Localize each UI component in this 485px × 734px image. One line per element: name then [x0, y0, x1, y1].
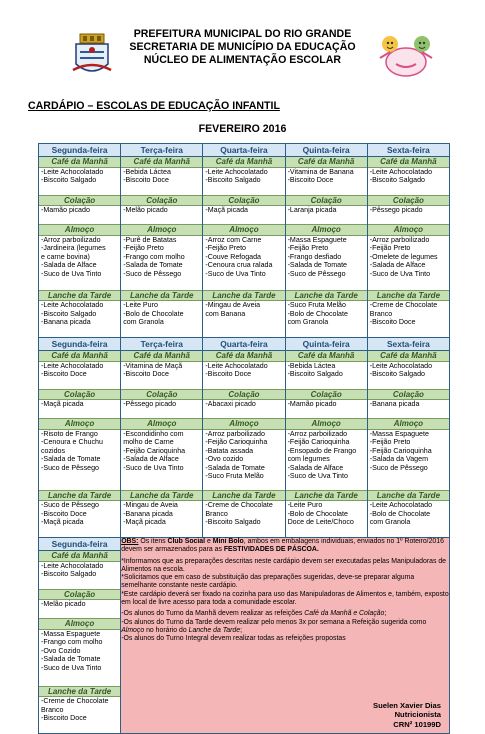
menu-item: -Suco de Uva Tinto: [41, 663, 102, 672]
menu-item: -Biscoito Salgado: [205, 518, 261, 527]
menu-item: -Mingau de Aveia: [123, 501, 178, 509]
meal-items-colacao: [368, 400, 449, 418]
meal-label-almoco: Almoço: [39, 418, 120, 430]
day-menu-cell: [285, 157, 367, 338]
obs-item-club-social: Club Social: [167, 538, 206, 545]
obs-paragraph-2: *Informamos que as preparações descritas neste cardápio devem ser executadas pelas Manipuladoras de Alimentos na escola.: [121, 557, 446, 573]
meal-items-cafe: [203, 168, 284, 195]
obs-emph: Café da Manhã e Colação: [304, 610, 385, 618]
meal-items-lanche: [121, 301, 202, 337]
menu-item: -Melão picado: [123, 206, 168, 214]
menu-item: -Omelete de legumes: [369, 252, 438, 261]
menu-item: -Arroz parboilizado: [287, 429, 348, 438]
day-header: Sexta-feira: [367, 144, 449, 157]
meal-label-colacao: Colação: [39, 589, 120, 601]
meal-label-lanche: Lanche da Tarde: [286, 490, 367, 502]
menu-item: -Salada de Alface: [123, 455, 179, 464]
menu-item: -Suco de Uva Tinto: [41, 269, 102, 278]
meal-label-colacao: Colação: [121, 195, 202, 207]
meal-label-colacao: Colação: [286, 389, 367, 401]
menu-item: -Feijão Preto: [123, 244, 164, 253]
menu-item: -Laranja picada: [287, 206, 337, 214]
menu-item: -Feijão Preto: [205, 244, 246, 253]
menu-item: -Suco Fruta Melão: [287, 301, 346, 309]
menu-item: -Salada de Tomate: [123, 261, 183, 270]
meal-label-cafe: Café da Manhã: [368, 157, 449, 168]
signature-role: Nutricionista: [394, 710, 441, 719]
menu-item: -Feijão Carioquinha: [205, 438, 268, 447]
menu-item: -Biscoito Salgado: [41, 309, 97, 318]
signature-name: Suelen Xavier Dias: [373, 700, 441, 710]
meal-items-cafe: [121, 168, 202, 195]
meal-items-cafe: [39, 562, 120, 589]
menu-item: -Frango com molho: [41, 638, 103, 647]
day-menu-cell: [121, 157, 203, 338]
day-menu-cell: [39, 157, 121, 338]
obs-text: , ambos em embalagens individuais, enviados no 1º Roteiro/2016 devem ser armazenados para as: [121, 538, 444, 554]
menu-item: -Vitamina de Banana: [287, 167, 354, 176]
meal-items-colacao: [203, 206, 284, 224]
meal-items-almoco: [39, 630, 120, 686]
meal-items-colacao: [368, 206, 449, 224]
menu-item: -Biscoito Salgado: [369, 176, 425, 185]
meal-items-almoco: [121, 236, 202, 290]
meal-label-cafe: Café da Manhã: [203, 351, 284, 362]
meal-label-cafe: Café da Manhã: [39, 351, 120, 362]
menu-item: -Pêssego picado: [123, 400, 177, 408]
meal-items-almoco: [368, 430, 449, 490]
meal-items-colacao: [39, 206, 120, 224]
menu-item: -Suco Fruta Melão: [205, 472, 264, 481]
menu-item: -Salada de Alface: [41, 261, 97, 270]
menu-item: -Leite Achocolatado: [41, 167, 104, 176]
menu-item: -Massa Espaguete: [369, 429, 429, 438]
menu-item: -Ensopado de Frango: [287, 446, 357, 455]
day-menu-cell: [121, 351, 203, 538]
menu-item: -Leite Achocolatado: [369, 501, 433, 509]
meal-items-lanche: [39, 501, 120, 537]
day-header: Terça-feira: [121, 338, 203, 351]
menu-item: -Biscoito Salgado: [41, 570, 97, 579]
observations-panel: [121, 538, 450, 734]
page-header: [0, 24, 485, 76]
obs-emph: Lanche da Tarde: [188, 626, 241, 634]
menu-item: -Maçã picada: [41, 400, 84, 408]
menu-item: -Salada da Vagem: [369, 455, 428, 464]
meal-label-colacao: Colação: [121, 389, 202, 401]
meal-label-lanche: Lanche da Tarde: [203, 290, 284, 302]
obs-text: -Os alunos do Turno da Manhã devem realizar as refeições: [121, 610, 305, 618]
menu-item: -Suco de Uva Tinto: [369, 269, 431, 278]
meal-items-cafe: [39, 168, 120, 195]
menu-table: [38, 143, 450, 734]
day-menu-cell: [203, 351, 285, 538]
meal-label-colacao: Colação: [368, 389, 449, 401]
menu-item: -Maçã picada: [205, 206, 248, 214]
meal-items-almoco: [203, 236, 284, 290]
menu-item: -Cenoura e Chuchu: [41, 438, 103, 447]
menu-item: -Escondidinho com: [123, 429, 184, 438]
day-menu-cell: [39, 351, 121, 538]
meal-label-cafe: Café da Manhã: [286, 157, 367, 168]
menu-item: -Batata assada: [205, 446, 254, 455]
meal-label-lanche: Lanche da Tarde: [368, 490, 449, 502]
meal-items-lanche: [203, 501, 284, 537]
obs-emph: Almoço: [121, 626, 145, 634]
meal-label-colacao: Colação: [39, 195, 120, 207]
meal-label-cafe: Café da Manhã: [121, 157, 202, 168]
meal-items-lanche: [286, 301, 367, 337]
menu-item: -Cenoura crua ralada: [205, 261, 273, 270]
menu-item: -Creme de Chocolate: [41, 697, 109, 705]
meal-items-colacao: [39, 400, 120, 418]
day-header: Quinta-feira: [285, 144, 367, 157]
meal-label-colacao: Colação: [286, 195, 367, 207]
obs-paragraph-7: -Os alunos do Turno Integral devem realizar todas as refeições propostas: [121, 635, 346, 643]
menu-item: -Feijão Preto: [369, 438, 411, 447]
day-header: Terça-feira: [121, 144, 203, 157]
signature-block: [373, 701, 441, 730]
meal-label-almoco: Almoço: [286, 224, 367, 236]
meal-items-lanche: [39, 301, 120, 337]
meal-label-lanche: Lanche da Tarde: [121, 490, 202, 502]
menu-item: -Mamão picado: [41, 206, 90, 214]
meal-items-cafe: [286, 362, 367, 389]
meal-label-lanche: Lanche da Tarde: [203, 490, 284, 502]
meal-items-cafe: [203, 362, 284, 389]
meal-label-lanche: Lanche da Tarde: [39, 290, 120, 302]
meal-items-lanche: [368, 501, 449, 537]
menu-item: -Suco de Uva Tinto: [205, 269, 266, 278]
obs-text: Os itens: [138, 538, 168, 545]
menu-item: -Melão picado: [41, 600, 86, 608]
header-line-2: SECRETARIA DE MUNICÍPIO DA EDUCAÇÃO: [129, 41, 356, 53]
meal-items-almoco: [286, 236, 367, 290]
menu-item: -Bolo de Chocolate: [287, 309, 348, 318]
obs-festividades: FESTIVIDADES DE PÁSCOA.: [223, 546, 319, 554]
obs-paragraph-5: [121, 610, 449, 618]
menu-item: -Mingau de Aveia: [205, 301, 261, 309]
menu-item: -Ovo cozido: [205, 455, 244, 464]
meal-label-lanche: Lanche da Tarde: [121, 290, 202, 302]
obs-text: -Os alunos do Turno da Tarde devem realizar pelo menos 3x por semana a Refeição sugerida como: [121, 618, 427, 626]
meal-label-cafe: Café da Manhã: [39, 157, 120, 168]
meal-label-colacao: Colação: [203, 195, 284, 207]
meal-label-almoco: Almoço: [368, 224, 449, 236]
menu-item: -Leite Puro: [287, 501, 323, 509]
meal-items-lanche: [368, 301, 449, 337]
meal-label-cafe: Café da Manhã: [368, 351, 449, 362]
meal-items-colacao: [121, 400, 202, 418]
menu-item: -Maçã picada: [123, 518, 166, 527]
menu-item: -Leite Achocolatado: [41, 561, 104, 570]
meal-items-cafe: [286, 168, 367, 195]
header-line-1: PREFEITURA MUNICIPAL DO RIO GRANDE: [133, 28, 352, 40]
menu-item: -Leite Achocolatado: [369, 361, 433, 370]
obs-paragraph-1: [121, 538, 449, 555]
menu-item: Branco: [369, 309, 393, 318]
menu-item: -Purê de Batatas: [123, 235, 177, 244]
meal-items-colacao: [121, 206, 202, 224]
menu-item: molho de Carne: [123, 438, 174, 447]
menu-item: -Risoto de Frango: [41, 429, 98, 438]
day-header: Segunda-feira: [39, 338, 121, 351]
menu-item: -Feijão Carioquinha: [123, 446, 186, 455]
menu-item: -Leite Achocolatado: [205, 167, 268, 176]
meal-label-colacao: Colação: [368, 195, 449, 207]
meal-label-colacao: Colação: [39, 389, 120, 401]
menu-item: -Biscoito Doce: [41, 370, 87, 379]
meal-label-lanche: Lanche da Tarde: [39, 490, 120, 502]
menu-item: -Bolo de Chocolate: [287, 509, 348, 518]
menu-item: -Banana picada: [123, 509, 173, 518]
meal-items-lanche: [121, 501, 202, 537]
day-menu-cell: [367, 157, 449, 338]
day-header: Quarta-feira: [203, 144, 285, 157]
menu-item: -Salada de Tomate: [41, 655, 101, 664]
meal-label-almoco: Almoço: [121, 224, 202, 236]
menu-item: -Suco de Pêssego: [287, 269, 346, 278]
menu-item: com Banana: [205, 309, 246, 318]
day-menu-cell: [39, 551, 121, 734]
meal-items-cafe: [368, 168, 449, 195]
obs-paragraph-6: [121, 619, 449, 636]
menu-item: -Biscoito Doce: [287, 176, 334, 185]
day-header: Segunda-feira: [39, 144, 121, 157]
day-header: Quarta-feira: [203, 338, 285, 351]
menu-item: -Suco de Pêssego: [123, 269, 182, 278]
menu-item: -Massa Espaguete: [41, 629, 101, 638]
menu-item: -Ovo Cozido: [41, 646, 81, 655]
meal-items-colacao: [203, 400, 284, 418]
menu-item: -Biscoito Salgado: [369, 370, 425, 379]
meal-label-cafe: Café da Manhã: [39, 551, 120, 562]
menu-item: -Leite Puro: [123, 301, 158, 309]
menu-item: -Suco de Uva Tinto: [123, 463, 184, 472]
menu-item: -Arroz parboilizado: [41, 235, 101, 244]
meal-items-lanche: [39, 697, 120, 733]
menu-item: com legumes: [287, 455, 330, 464]
menu-item: -Arroz parboilizado: [205, 429, 265, 438]
menu-item: -Feijão Carioquinha: [287, 438, 350, 447]
menu-item: -Salada de Tomate: [41, 455, 101, 464]
menu-item: -Biscoito Salgado: [287, 370, 343, 379]
menu-item: -Biscoito Salgado: [41, 176, 97, 185]
obs-lead: OBS:: [121, 538, 139, 545]
meal-label-colacao: Colação: [203, 389, 284, 401]
meal-items-almoco: [39, 430, 120, 490]
meal-items-cafe: [368, 362, 449, 389]
meal-items-cafe: [39, 362, 120, 389]
menu-item: -Suco de Uva Tinto: [287, 472, 348, 481]
menu-item: -Arroz com Carne: [205, 235, 262, 244]
menu-item: Branco: [41, 705, 64, 714]
school-food-logo-icon: [370, 28, 442, 82]
menu-item: Branco: [205, 509, 228, 518]
obs-paragraph-3: *Solicitamos que em caso de substituição das preparações sugeridas, deve-se preparar alguma semelhante constante neste cardápio.: [121, 574, 415, 590]
meal-items-lanche: [286, 501, 367, 537]
menu-item: -Suco de Pêssego: [369, 463, 428, 472]
menu-item: -Salada de Tomate: [287, 261, 347, 270]
meal-label-almoco: Almoço: [368, 418, 449, 430]
day-menu-cell: [203, 157, 285, 338]
obs-text: no horário do: [144, 626, 189, 634]
menu-item: -Pêssego picado: [369, 206, 423, 214]
menu-item: -Massa Espaguete: [287, 235, 347, 244]
meal-label-almoco: Almoço: [203, 224, 284, 236]
menu-item: -Maçã picada: [41, 518, 84, 527]
meal-label-almoco: Almoço: [39, 224, 120, 236]
menu-item: -Suco de Pêssego: [41, 501, 99, 509]
meal-items-almoco: [286, 430, 367, 490]
meal-items-almoco: [203, 430, 284, 490]
menu-item: com Granola: [123, 318, 164, 327]
meal-label-cafe: Café da Manhã: [286, 351, 367, 362]
meal-label-lanche: Lanche da Tarde: [39, 686, 120, 698]
menu-item: Doce de Leite/Choco: [287, 518, 354, 527]
meal-items-cafe: [121, 362, 202, 389]
menu-item: -Leite Achocolatado: [205, 361, 268, 370]
meal-label-lanche: Lanche da Tarde: [368, 290, 449, 302]
menu-item: -Abacaxi picado: [205, 400, 256, 408]
meal-label-cafe: Café da Manhã: [203, 157, 284, 168]
day-menu-cell: [367, 351, 449, 538]
menu-item: -Biscoito Doce: [205, 370, 252, 379]
day-header: Sexta-feira: [367, 338, 449, 351]
day-menu-cell: [285, 351, 367, 538]
menu-item: -Bebida Láctea: [123, 167, 171, 176]
meal-items-almoco: [368, 236, 449, 290]
meal-label-lanche: Lanche da Tarde: [286, 290, 367, 302]
menu-item: -Creme de Chocolate: [205, 501, 273, 509]
meal-label-cafe: Café da Manhã: [121, 351, 202, 362]
day-header: Quinta-feira: [285, 338, 367, 351]
menu-item: e carne bovina): [41, 252, 90, 261]
obs-text: ;: [240, 626, 242, 634]
menu-item: -Biscoito Doce: [123, 176, 169, 185]
menu-item: -Feijão Carioquinha: [369, 446, 432, 455]
menu-item: -Banana picada: [369, 400, 420, 408]
menu-item: cozidos: [41, 446, 66, 455]
signature-crn: CRN² 10199D: [393, 719, 441, 729]
menu-subtitle: CARDÁPIO – ESCOLAS DE EDUCAÇÃO INFANTIL: [28, 100, 280, 112]
obs-text: e: [205, 538, 213, 545]
menu-item: -Biscoito Doce: [41, 714, 87, 723]
menu-item: -Vitamina de Maçã: [123, 361, 183, 370]
menu-item: -Couve Refogada: [205, 252, 261, 261]
menu-item: -Biscoito Doce: [369, 318, 416, 327]
obs-text: ;: [384, 610, 387, 618]
menu-item: -Banana picada: [41, 318, 91, 327]
meal-items-almoco: [121, 430, 202, 490]
menu-item: -Leite Achocolatado: [369, 167, 433, 176]
menu-item: -Feijão Preto: [287, 244, 329, 253]
menu-item: -Biscoito Doce: [123, 370, 169, 379]
menu-item: -Biscoito Doce: [41, 509, 87, 518]
menu-item: -Creme de Chocolate: [369, 301, 438, 309]
menu-item: -Feijão Preto: [369, 244, 411, 253]
menu-item: -Jardineira (legumes: [41, 244, 106, 253]
menu-item: -Bebida Láctea: [287, 361, 336, 370]
menu-item: com Granola: [287, 318, 329, 327]
meal-items-colacao: [286, 400, 367, 418]
menu-item: -Salada de Alface: [287, 463, 344, 472]
menu-item: -Frango com molho: [123, 252, 185, 261]
menu-item: -Salada de Alface: [369, 261, 426, 270]
header-line-3: NÚCLEO DE ALIMENTAÇÃO ESCOLAR: [143, 54, 342, 66]
day-header: Segunda-feira: [39, 538, 121, 551]
meal-items-lanche: [203, 301, 284, 337]
menu-month: FEVEREIRO 2016: [198, 123, 287, 135]
menu-item: -Biscoito Salgado: [205, 176, 261, 185]
meal-label-almoco: Almoço: [286, 418, 367, 430]
meal-label-almoco: Almoço: [203, 418, 284, 430]
menu-item: -Bolo de Chocolate: [123, 309, 184, 318]
menu-item: -Suco de Pêssego: [41, 463, 99, 472]
menu-item: com Granola: [369, 518, 411, 527]
meal-items-colacao: [39, 600, 120, 618]
menu-item: -Frango desfiado: [287, 252, 342, 261]
menu-item: -Bolo de Chocolate: [369, 509, 431, 518]
menu-item: -Salada de Tomate: [205, 463, 265, 472]
menu-item: -Leite Achocolatado: [41, 361, 104, 370]
obs-item-mini-bolo: Mini Bolo: [212, 538, 244, 545]
meal-items-almoco: [39, 236, 120, 290]
menu-item: -Leite Achocolatado: [41, 301, 104, 309]
menu-item: -Mamão picado: [287, 400, 337, 408]
meal-items-colacao: [286, 206, 367, 224]
obs-paragraph-4: *Este cardápio deverá ser fixado na cozinha para uso das Manipuladoras de Alimentos e, também, exposto em local de livre acesso para toda a comunidade escolar.: [121, 590, 449, 607]
meal-label-almoco: Almoço: [121, 418, 202, 430]
meal-label-almoco: Almoço: [39, 618, 120, 630]
menu-item: -Arroz parboilizado: [369, 235, 430, 244]
